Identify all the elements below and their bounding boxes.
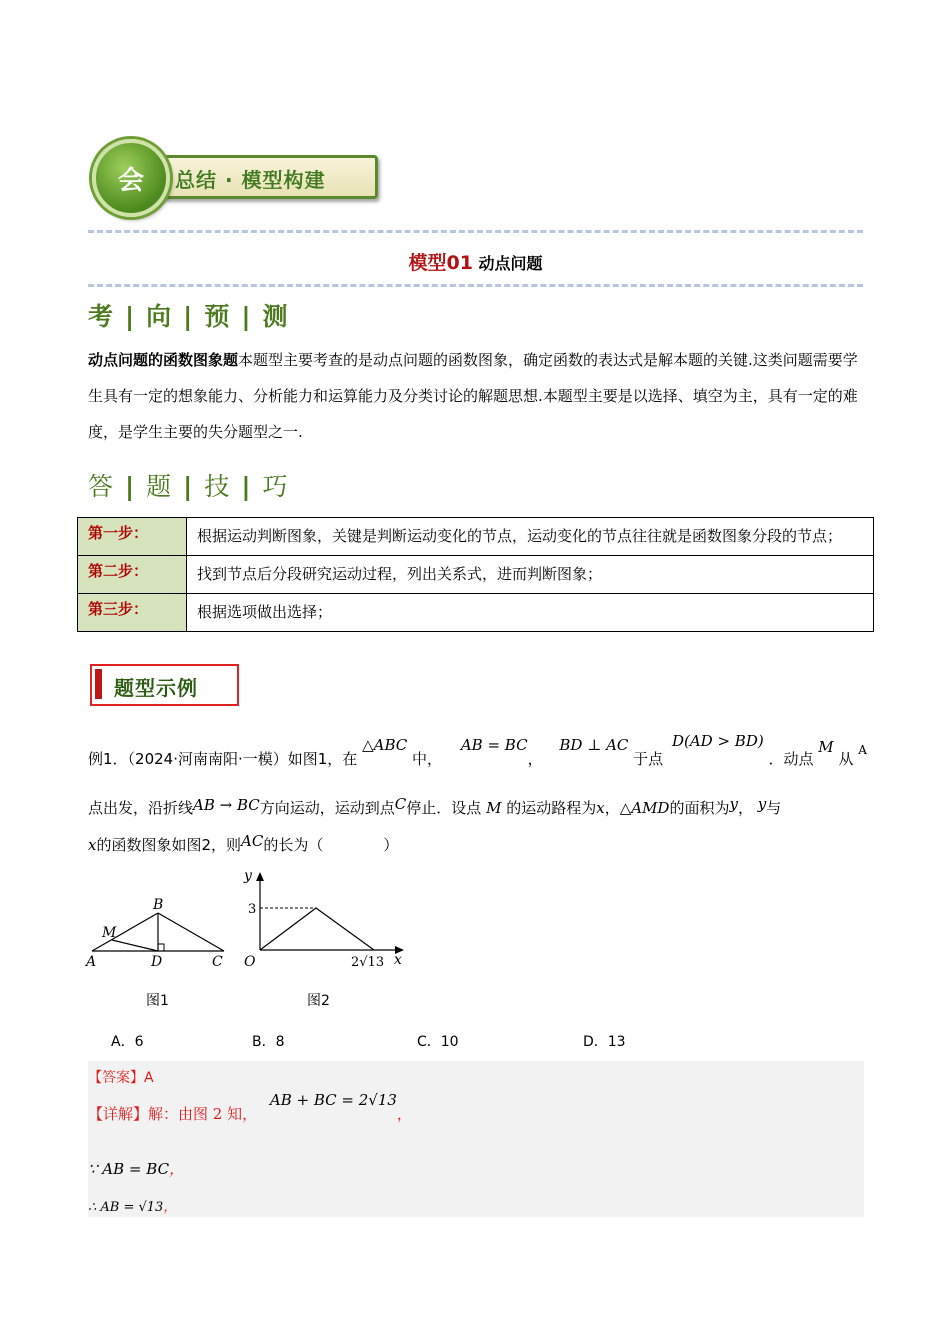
table-row <box>78 594 874 632</box>
label-m: M <box>102 925 117 941</box>
heading-char: 巧 <box>262 472 290 501</box>
segment-bc <box>158 913 224 951</box>
heading-char: 向 <box>146 302 174 331</box>
text-from: 从 <box>838 750 854 768</box>
badge-stripe <box>95 669 102 699</box>
text-at-point: 于点 <box>633 750 664 768</box>
segment-md <box>112 940 158 951</box>
math-ab-eq-bc: AB = BC <box>460 736 528 754</box>
heading-char: 测 <box>262 302 290 331</box>
text-area: 的面积为 <box>669 799 730 817</box>
math-triangle-abc: △ABC <box>362 736 408 754</box>
math-x: x <box>88 836 97 854</box>
label-b: B <box>153 897 164 913</box>
intro-bold: 动点问题的函数图象题 <box>88 351 239 369</box>
function-graph-line <box>260 908 374 950</box>
table-row <box>78 556 874 594</box>
option-c[interactable]: C．10 <box>417 1034 459 1050</box>
label-o: O <box>244 954 256 970</box>
example-line-3 <box>88 834 398 855</box>
figure-2-graph <box>238 866 413 976</box>
option-d[interactable]: D．13 <box>583 1034 626 1050</box>
math-ab-plus-bc: AB + BC = 2√13 <box>269 1091 397 1109</box>
math-m: M <box>486 799 502 817</box>
math-bd-perp-ac: BD ⊥ AC <box>559 736 629 754</box>
label-y: y <box>244 868 252 884</box>
label-d: D <box>151 954 163 970</box>
example-line-1 <box>88 732 867 769</box>
step-label: 第二步： <box>78 556 187 594</box>
example-type-badge <box>90 664 239 706</box>
option-b[interactable]: B．8 <box>252 1034 285 1050</box>
model-name: 动点问题 <box>478 254 543 273</box>
math-path: AB → BC <box>193 796 260 814</box>
step-text: 根据选项做出选择； <box>187 594 874 632</box>
answer-panel <box>88 1061 864 1217</box>
divider-top <box>88 230 863 233</box>
therefore-line <box>88 1196 176 1215</box>
label-a: A <box>86 954 97 970</box>
math-ac: AC <box>241 832 264 850</box>
label-c: C <box>212 954 223 970</box>
math-triangle-amd: △AMD <box>619 799 670 817</box>
text-in: 中， <box>412 750 443 768</box>
badge-banner <box>150 155 378 199</box>
text-length-of: 的长为（ ） <box>263 836 399 854</box>
text-comma: ， <box>163 1200 177 1215</box>
text-comma: ， <box>604 799 620 817</box>
text-moving-point: ．动点 <box>768 750 814 768</box>
text-distance: 的运动路程为 <box>506 799 597 817</box>
figure-1-caption: 图1 <box>146 993 169 1009</box>
badge-circle-char: 会 <box>117 166 144 196</box>
heading-char: 考 <box>88 302 116 331</box>
step-text: 根据运动判断图象，关键是判断运动变化的节点，运动变化的节点往往就是函数图象分段的节点； <box>187 518 874 556</box>
text-stop: 停止．设点 <box>406 799 482 817</box>
intro-paragraph <box>88 342 868 450</box>
divider-bottom <box>88 284 863 287</box>
badge-circle-icon <box>92 139 170 217</box>
math-x: x <box>596 799 605 817</box>
math-d-condition: D(AD > BD) <box>671 732 764 750</box>
math-therefore: ∴ AB = √13 <box>88 1200 164 1215</box>
step-label: 第三步： <box>78 594 187 632</box>
model-title <box>88 248 863 275</box>
math-a: A <box>858 743 867 757</box>
math-c: C <box>394 795 407 813</box>
text-comma: ， <box>396 1105 412 1123</box>
option-a[interactable]: A．6 <box>111 1034 144 1050</box>
text-comma: ， <box>527 750 543 768</box>
example-line-2 <box>88 797 781 818</box>
math-y: y <box>729 795 738 813</box>
detail-text: 解：由图 2 知， <box>148 1105 258 1123</box>
label-x: x <box>394 952 402 968</box>
badge-label: 总结 · 模型构建 <box>175 168 326 192</box>
heading-char: 题 <box>146 472 174 501</box>
label-three: 3 <box>248 902 257 917</box>
section-heading-tips: 答 | 题 | 技 | 巧 <box>88 472 290 501</box>
steps-table <box>77 517 874 632</box>
y-axis-arrow <box>256 872 264 881</box>
figure-1-triangle <box>84 895 234 975</box>
heading-char: 预 <box>204 302 232 331</box>
math-m: M <box>818 738 834 756</box>
model-prefix: 模型01 <box>408 252 473 274</box>
because-line <box>88 1158 184 1179</box>
intro-text: 本题型主要考查的是动点问题的函数图象，确定函数的表达式是解本题的关键.这类问题需要学生具有一定的想象能力、分析能力和运算能力及分类讨论的解题思想.本题型主要是以选择、填空为主，具有一定的难度，是学生主要的失分题型之一. <box>88 351 858 441</box>
text-comma: ， <box>169 1160 185 1178</box>
text-and: 与 <box>766 799 782 817</box>
right-angle-mark <box>158 944 164 951</box>
math-y: y <box>757 795 767 813</box>
step-label: 第一步： <box>78 518 187 556</box>
text-function-graph: 的函数图象如图2，则 <box>96 836 242 854</box>
heading-char: 答 <box>88 472 116 501</box>
text-start: 点出发，沿折线 <box>88 799 194 817</box>
text-direction: 方向运动，运动到点 <box>259 799 395 817</box>
detail-tag: 【详解】 <box>88 1105 149 1123</box>
label-xmax: 2√13 <box>351 955 385 970</box>
figure-2-caption: 图2 <box>307 993 330 1009</box>
section-heading-forecast: 考 | 向 | 预 | 测 <box>88 302 290 331</box>
example-prefix: 例1．（2024·河南南阳·一模）如图1，在 <box>88 750 358 768</box>
type-badge-label: 题型示例 <box>114 676 198 700</box>
section-badge <box>90 137 380 215</box>
math-because: ∵ AB = BC <box>88 1160 170 1178</box>
step-text: 找到节点后分段研究运动过程，列出关系式，进而判断图象； <box>187 556 874 594</box>
heading-char: 技 <box>204 472 232 501</box>
text-comma: ， <box>737 799 753 817</box>
answer-tag: 【答案】A <box>88 1070 154 1086</box>
detail-line <box>88 1091 412 1124</box>
table-row <box>78 518 874 556</box>
